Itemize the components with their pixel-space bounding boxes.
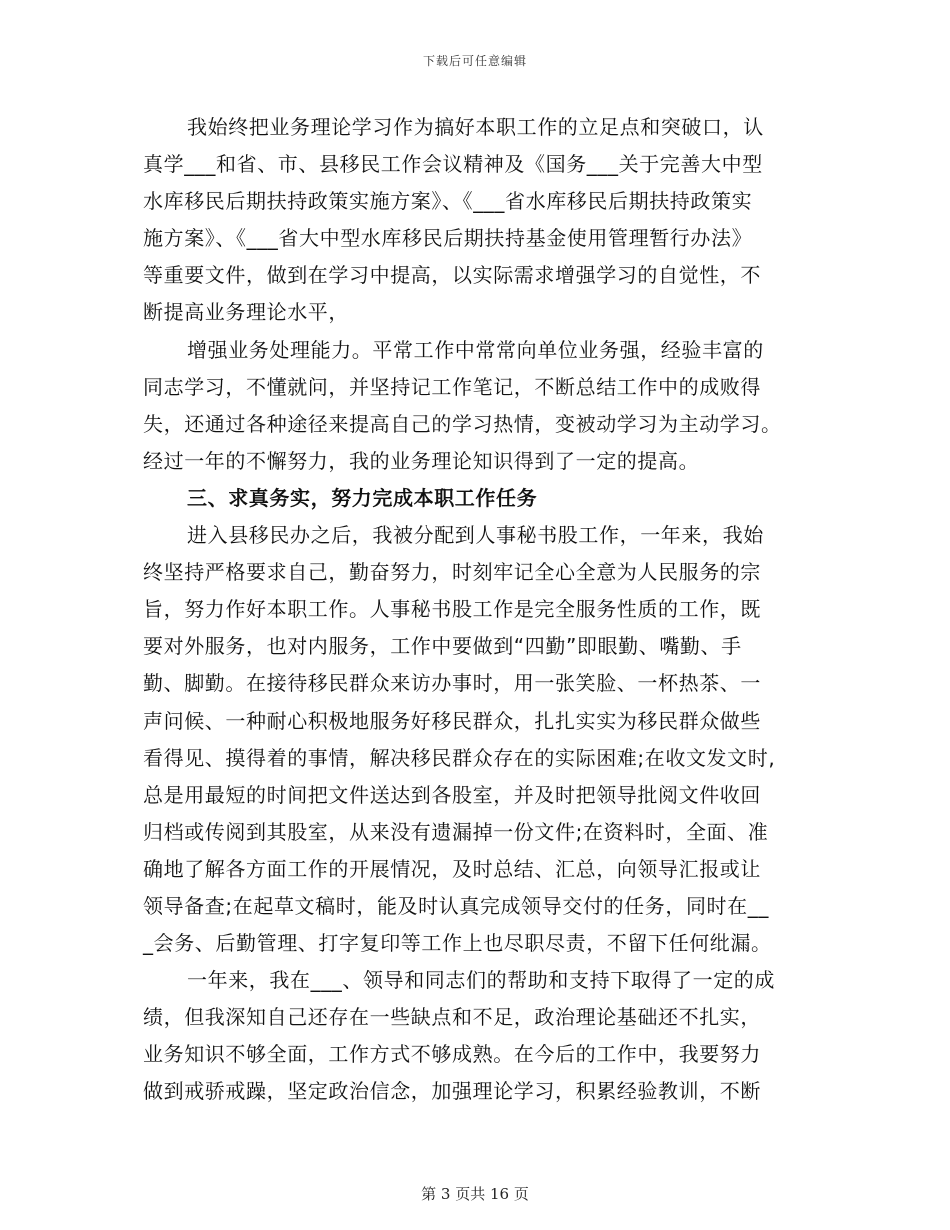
text-line: 施方案》、《___省大中型水库移民后期扶持基金使用管理暂行办法》 [143,226,753,251]
text-line: _会务、后勤管理、打字复印等工作上也尽职尽责，不留下任何纰漏。 [143,931,772,956]
section-heading: 三、求真务实，努力完成本职工作任务 [187,485,538,510]
text-line: 领导备查;在起草文稿时，能及时认真完成领导交付的任务，同时在__ [143,893,769,918]
text-line: 归档或传阅到其股室，从来没有遗漏掉一份文件;在资料时，全面、准 [143,819,769,844]
text-line: 增强业务处理能力。平常工作中常常向单位业务强，经验丰富的 [187,337,764,362]
document-body [143,109,815,1111]
text-line: 一年来，我在___、领导和同志们的帮助和支持下取得了一定的成 [187,968,775,993]
text-line: 经过一年的不懈努力，我的业务理论知识得到了一定的提高。 [143,448,700,473]
text-line: 总是用最短的时间把文件送达到各股室，并及时把领导批阅文件收回 [143,782,761,807]
text-line: 进入县移民办之后，我被分配到人事秘书股工作，一年来，我始 [187,523,764,548]
page-footer: 第 3 页共 16 页 [421,1185,529,1203]
text-line: 声问候、一种耐心积极地服务好移民群众，扎扎实实为移民群众做些 [143,708,761,733]
text-line: 业务知识不够全面，工作方式不够成熟。在今后的工作中，我要努力 [143,1042,761,1067]
text-line: 失，还通过各种途径来提高自己的学习热情，变被动学习为主动学习。 [143,411,782,436]
text-line: 绩，但我深知自己还存在一些缺点和不足，政治理论基础还不扎实， [143,1005,761,1030]
text-line: 要对外服务，也对内服务，工作中要做到“四勤”即眼勤、嘴勤、手 [143,634,742,659]
text-line: 看得见、摸得着的事情，解决移民群众存在的实际困难;在收文发文时, [143,745,776,770]
text-line: 确地了解各方面工作的开展情况，及时总结、汇总，向领导汇报或让 [143,856,761,881]
text-line: 水库移民后期扶持政策实施方案》、《___省水库移民后期扶持政策实 [143,189,753,214]
text-line: 勤、脚勤。在接待移民群众来访办事时，用一张笑脸、一杯热茶、一 [143,671,761,696]
text-line: 终坚持严格要求自己，勤奋努力，时刻牢记全心全意为人民服务的宗 [143,560,761,585]
text-line: 等重要文件，做到在学习中提高，以实际需求增强学习的自觉性，不 [143,263,761,288]
text-line: 断提高业务理论水平， [143,300,349,325]
text-line: 真学___和省、市、县移民工作会议精神及《国务___关于完善大中型 [143,152,763,177]
text-line: 旨，努力作好本职工作。人事秘书股工作是完全服务性质的工作，既 [143,597,761,622]
text-line: 做到戒骄戒躁，坚定政治信念，加强理论学习，积累经验教训，不断 [143,1079,761,1104]
page-header: 下载后可任意编辑 [422,54,527,68]
text-line: 同志学习，不懂就问，并坚持记工作笔记，不断总结工作中的成败得 [143,374,761,399]
text-line: 我始终把业务理论学习作为搞好本职工作的立足点和突破口，认 [187,115,764,139]
